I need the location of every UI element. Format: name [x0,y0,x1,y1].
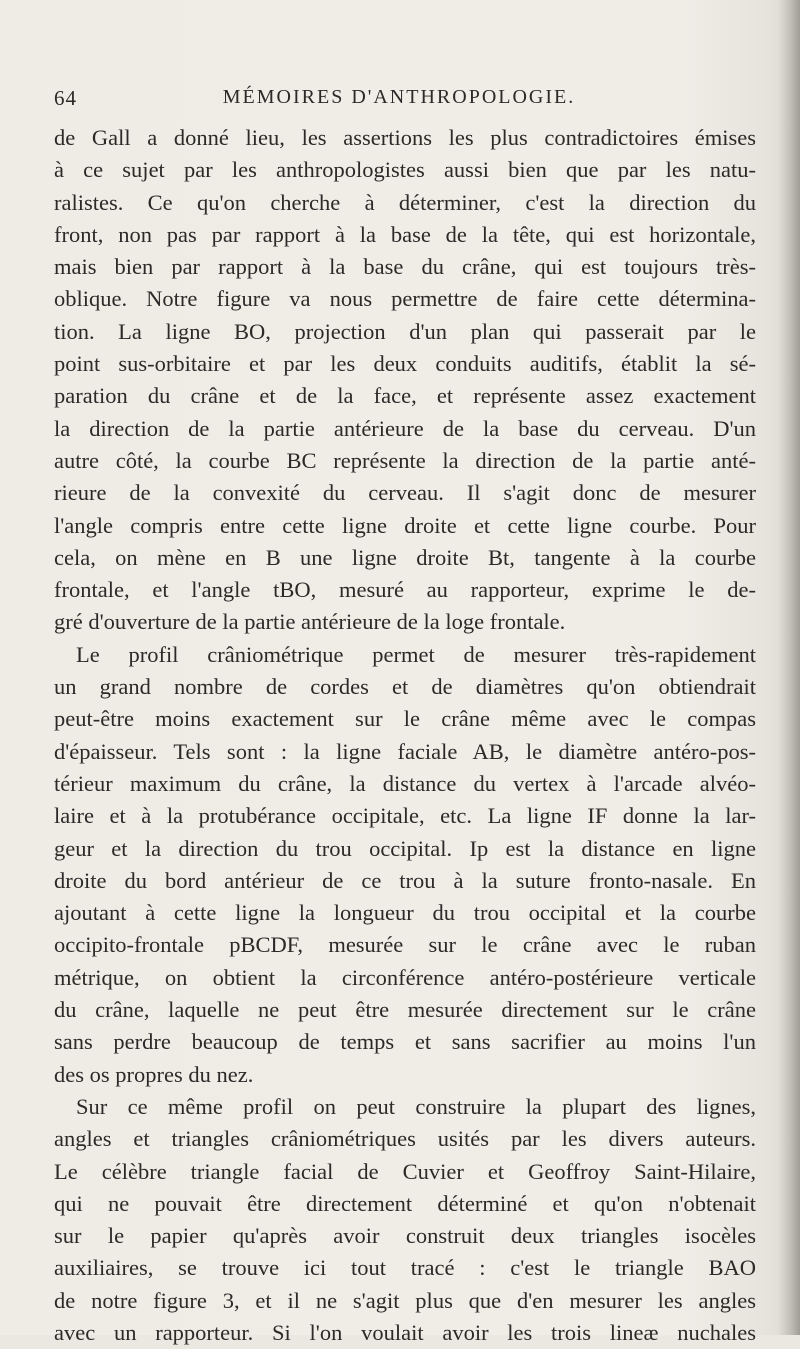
text-line: front, non pas par rapport à la base de la tête, qui est horizontale, [54,221,756,247]
text-line: sur le papier qu'après avoir construit deux triangles isocèles [54,1223,756,1249]
text-line: à ce sujet par les anthropologistes aussi bien que par les natu- [54,157,756,183]
text-line: ajoutant à cette ligne la longueur du trou occipital et la courbe [54,900,756,926]
text-line: autre côté, la courbe BC représente la direction de la partie anté- [54,447,756,473]
text-line: de notre figure 3, et il ne s'agit plus que d'en mesurer les angles [54,1287,756,1313]
text-line: cela, on mène en B une ligne droite Bt, tangente à la courbe [54,544,756,570]
text-line: la direction de la partie antérieure de la base du cerveau. D'un [54,415,756,441]
text-line: des os propres du nez. [54,1061,254,1087]
text-line: de Gall a donné lieu, les assertions les plus contradictoires émises [54,125,756,150]
page-binding-shadow [778,0,800,1335]
text-line: Le profil crâniométrique permet de mesurer très-rapidement [76,641,756,667]
text-line: tion. La ligne BO, projection d'un plan qui passerait par le [54,318,756,344]
text-line: angles et triangles crâniométriques usités par les divers auteurs. [54,1126,756,1152]
text-line: l'angle compris entre cette ligne droite et cette ligne courbe. Pour [54,512,756,538]
text-line: du crâne, laquelle ne peut être mesurée directement sur le crâne [54,997,756,1023]
text-line: auxiliaires, se trouve ici tout tracé : c'est le triangle BAO [54,1255,756,1281]
text-line: avec un rapporteur. Si l'on voulait avoir les trois lineæ nuchales [54,1319,756,1345]
text-line: mais bien par rapport à la base du crâne, qui est toujours très- [54,254,756,280]
text-line: métrique, on obtient la circonférence antéro-postérieure verticale [54,964,756,990]
text-line: Le célèbre triangle facial de Cuvier et Geoffroy Saint-Hilaire, [54,1158,756,1184]
text-line: point sus-orbitaire et par les deux conduits auditifs, établit la sé- [54,351,756,377]
body-text [54,122,756,1349]
text-line: gré d'ouverture de la partie antérieure de la loge frontale. [54,609,566,635]
text-line: d'épaisseur. Tels sont : la ligne faciale AB, le diamètre antéro-pos- [54,738,756,764]
page-number: 64 [54,86,77,110]
text-line: Sur ce même profil on peut construire la plupart des lignes, [76,1093,756,1119]
text-line: peut-être moins exactement sur le crâne même avec le compas [54,706,756,732]
text-line: frontale, et l'angle tBO, mesuré au rapporteur, exprime le de- [54,577,756,603]
text-line: ralistes. Ce qu'on cherche à déterminer, c'est la direction du [54,189,756,215]
text-line: sans perdre beaucoup de temps et sans sacrifier au moins l'un [54,1029,756,1055]
running-head-title: MÉMOIRES D'ANTHROPOLOGIE. [222,86,576,108]
text-line: droite du bord antérieur de ce trou à la suture fronto-nasale. En [54,867,756,893]
text-line: un grand nombre de cordes et de diamètres qu'on obtiendrait [54,674,756,700]
text-line: térieur maximum du crâne, la distance du vertex à l'arcade alvéo- [54,770,756,796]
running-head [54,86,744,114]
text-line: rieure de la convexité du cerveau. Il s'agit donc de mesurer [54,480,756,506]
text-line: geur et la direction du trou occipital. Ip est la distance en ligne [54,835,756,861]
text-line: oblique. Notre figure va nous permettre de faire cette détermina- [54,286,756,312]
text-line: laire et à la protubérance occipitale, etc. La ligne IF donne la lar- [54,803,756,829]
text-line: qui ne pouvait être directement déterminé et qu'on n'obtenait [54,1190,756,1216]
text-line: occipito-frontale pBCDF, mesurée sur le crâne avec le ruban [54,932,756,958]
text-line: paration du crâne et de la face, et représente assez exactement [54,383,756,409]
